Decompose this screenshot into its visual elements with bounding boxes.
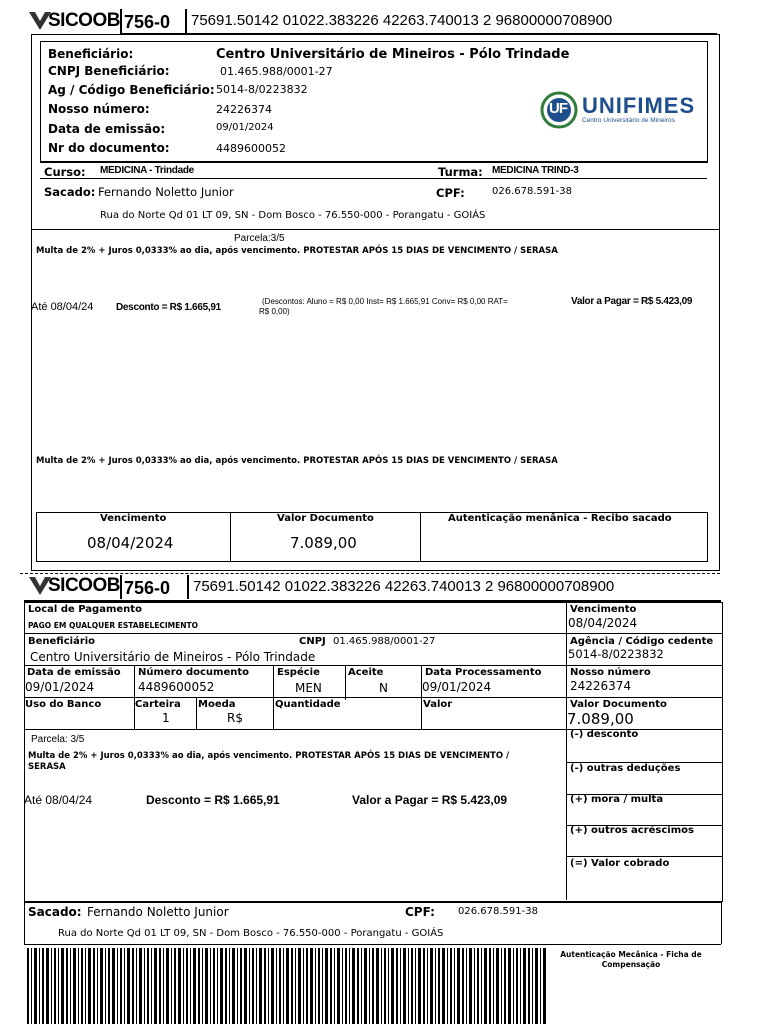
ficha-ate: Até 08/04/24 bbox=[24, 793, 93, 807]
ficha-especie-label: Espécie bbox=[277, 667, 320, 678]
ficha-numero-documento-label: Número documento bbox=[138, 667, 250, 678]
ficha-valor-documento-value: 7.089,00 bbox=[567, 710, 634, 728]
data-emissao-label: Data de emissão: bbox=[48, 122, 166, 136]
ficha-endereco: Rua do Norte Qd 01 LT 09, SN - Dom Bosco - 76.550-000 - Porangatu - GOIÁS bbox=[58, 928, 444, 939]
turma-value: MEDICINA TRIND-3 bbox=[492, 165, 579, 176]
data-emissao-value: 09/01/2024 bbox=[216, 122, 274, 133]
autenticacao-mecanica-1: Autenticação Mecânica - Ficha de bbox=[560, 950, 702, 959]
parcela: Parcela:3/5 bbox=[234, 233, 285, 244]
ficha-desconto: Desconto = R$ 1.665,91 bbox=[146, 793, 280, 807]
bank-code: 756-0 bbox=[124, 578, 171, 598]
ficha-vencimento-value: 08/04/2024 bbox=[568, 616, 638, 630]
vencimento-value: 08/04/2024 bbox=[87, 534, 174, 552]
ficha-multa-2: SERASA bbox=[28, 762, 66, 772]
turma-label: Turma: bbox=[438, 165, 483, 179]
ficha-mora-multa-label: (+) mora / multa bbox=[570, 794, 664, 805]
ficha-outros-acrescimos-label: (+) outros acréscimos bbox=[570, 825, 694, 836]
cnpj-label: CNPJ Beneficiário: bbox=[48, 64, 170, 78]
sacado-value: Fernando Noletto Junior bbox=[98, 185, 234, 199]
barcode bbox=[27, 948, 547, 1024]
ficha-parcela: Parcela: 3/5 bbox=[31, 734, 85, 745]
ficha-vencimento-label: Vencimento bbox=[570, 604, 637, 615]
ficha-outras-deducoes-label: (-) outras deduções bbox=[570, 763, 681, 774]
instrucao-multa-repeat: Multa de 2% + Juros 0,0333% ao dia, após vencimento. PROTESTAR APÓS 15 DIAS DE VENCIMENTO / SERASA bbox=[36, 456, 558, 466]
logo-monogram: UF bbox=[549, 100, 567, 117]
curso-label: Curso: bbox=[44, 165, 86, 179]
nr-documento-value: 4489600052 bbox=[216, 142, 286, 155]
ficha-sacado-value: Fernando Noletto Junior bbox=[87, 905, 229, 919]
ficha-quantidade-label: Quantidade bbox=[275, 699, 341, 710]
ate-data: Até 08/04/24 bbox=[31, 301, 94, 313]
ficha-data-emissao-value: 09/01/2024 bbox=[25, 680, 95, 694]
ficha-valor-label: Valor bbox=[423, 699, 453, 710]
cpf-label: CPF: bbox=[436, 186, 465, 200]
ficha-valor-cobrado-label: (=) Valor cobrado bbox=[570, 858, 670, 869]
desconto: Desconto = R$ 1.665,91 bbox=[116, 302, 221, 313]
ficha-data-processamento-value: 09/01/2024 bbox=[422, 680, 492, 694]
bank-name: SICOOB bbox=[48, 575, 120, 596]
cnpj-value: 01.465.988/0001-27 bbox=[220, 65, 333, 78]
beneficiario-value: Centro Universitário de Mineiros - Pólo Trindade bbox=[216, 47, 570, 62]
ficha-data-processamento-label: Data Processamento bbox=[425, 667, 542, 678]
ficha-agencia-value: 5014-8/0223832 bbox=[568, 647, 664, 661]
logo-text: UNIFIMES bbox=[582, 93, 696, 118]
ficha-moeda-value: R$ bbox=[227, 711, 243, 725]
ficha-data-emissao-label: Data de emissão bbox=[27, 667, 121, 678]
bank-name: SICOOB bbox=[48, 10, 120, 31]
ficha-valor-pagar: Valor a Pagar = R$ 5.423,09 bbox=[352, 793, 508, 807]
ficha-nosso-numero-label: Nosso número bbox=[570, 667, 651, 678]
ficha-cnpj-value: 01.465.988/0001-27 bbox=[333, 636, 436, 647]
endereco: Rua do Norte Qd 01 LT 09, SN - Dom Bosco - 76.550-000 - Porangatu - GOIÁS bbox=[100, 210, 486, 221]
curso-value: MEDICINA - Trindade bbox=[100, 165, 194, 176]
ficha-nosso-numero-value: 24226374 bbox=[570, 679, 632, 693]
agencia-label: Ag / Código Beneficiário: bbox=[48, 83, 215, 97]
ficha-agencia-label: Agência / Código cedente bbox=[570, 636, 714, 647]
ficha-beneficiario-value: Centro Universitário de Mineiros - Pólo Trindade bbox=[30, 650, 316, 664]
ficha-carteira-value: 1 bbox=[162, 711, 170, 725]
ficha-beneficiario-label: Beneficiário bbox=[28, 636, 96, 647]
ficha-moeda-label: Moeda bbox=[198, 699, 236, 710]
digitable-line: 75691.50142 01022.383226 42263.740013 2 96800000708900 bbox=[191, 12, 613, 29]
local-pagamento-label: Local de Pagamento bbox=[28, 604, 142, 615]
ficha-desconto-label: (-) desconto bbox=[570, 729, 639, 740]
valor-documento-value: 7.089,00 bbox=[290, 534, 357, 552]
vencimento-label: Vencimento bbox=[100, 513, 167, 524]
ficha-sacado-label: Sacado: bbox=[28, 905, 82, 919]
ficha-uso-banco-label: Uso do Banco bbox=[25, 699, 102, 710]
ficha-aceite-label: Aceite bbox=[348, 667, 384, 678]
local-pagamento-value: PAGO EM QUALQUER ESTABELECIMENTO bbox=[28, 621, 199, 630]
agencia-value: 5014-8/0223832 bbox=[216, 83, 308, 96]
ficha-numero-documento-value: 4489600052 bbox=[138, 680, 215, 694]
beneficiario-label: Beneficiário: bbox=[48, 47, 134, 61]
ficha-multa-1: Multa de 2% + Juros 0,0333% ao dia, após vencimento. PROTESTAR APÓS 15 DIAS DE VENCIMENTO / bbox=[28, 751, 510, 761]
cut-line bbox=[20, 573, 720, 574]
ficha-carteira-label: Carteira bbox=[135, 699, 181, 710]
nr-documento-label: Nr do documento: bbox=[48, 141, 170, 155]
nosso-numero-label: Nosso número: bbox=[48, 102, 150, 116]
descontos-detalhe-2: R$ 0,00) bbox=[259, 307, 290, 316]
ficha-cpf-label: CPF: bbox=[405, 905, 435, 919]
valor-pagar: Valor a Pagar = R$ 5.423,09 bbox=[571, 296, 693, 307]
descontos-detalhe-1: (Descontos: Aluno = R$ 0,00 Inst= R$ 1.665,91 Conv= R$ 0,00 RAT= bbox=[262, 297, 508, 306]
instrucao-multa: Multa de 2% + Juros 0,0333% ao dia, após vencimento. PROTESTAR APÓS 15 DIAS DE VENCIMENTO / SERASA bbox=[36, 246, 558, 256]
ficha-cnpj-label: CNPJ bbox=[299, 636, 326, 647]
ficha-aceite-value: N bbox=[379, 681, 388, 695]
sacado-label: Sacado: bbox=[44, 185, 96, 199]
ficha-cpf-value: 026.678.591-38 bbox=[458, 906, 538, 917]
autenticacao-label: Autenticação menânica - Recibo sacado bbox=[448, 513, 672, 524]
cpf-value: 026.678.591-38 bbox=[492, 186, 572, 197]
unifimes-logo bbox=[540, 91, 700, 131]
logo-subtitle: Centro Universitário de Mineiros bbox=[582, 117, 675, 124]
bank-code: 756-0 bbox=[124, 12, 171, 32]
valor-documento-label: Valor Documento bbox=[277, 513, 374, 524]
nosso-numero-value: 24226374 bbox=[216, 103, 272, 116]
autenticacao-mecanica-2: Compensação bbox=[601, 960, 661, 969]
digitable-line: 75691.50142 01022.383226 42263.740013 2 96800000708900 bbox=[193, 578, 615, 595]
ficha-especie-value: MEN bbox=[295, 681, 322, 695]
ficha-valor-documento-label: Valor Documento bbox=[570, 699, 667, 710]
